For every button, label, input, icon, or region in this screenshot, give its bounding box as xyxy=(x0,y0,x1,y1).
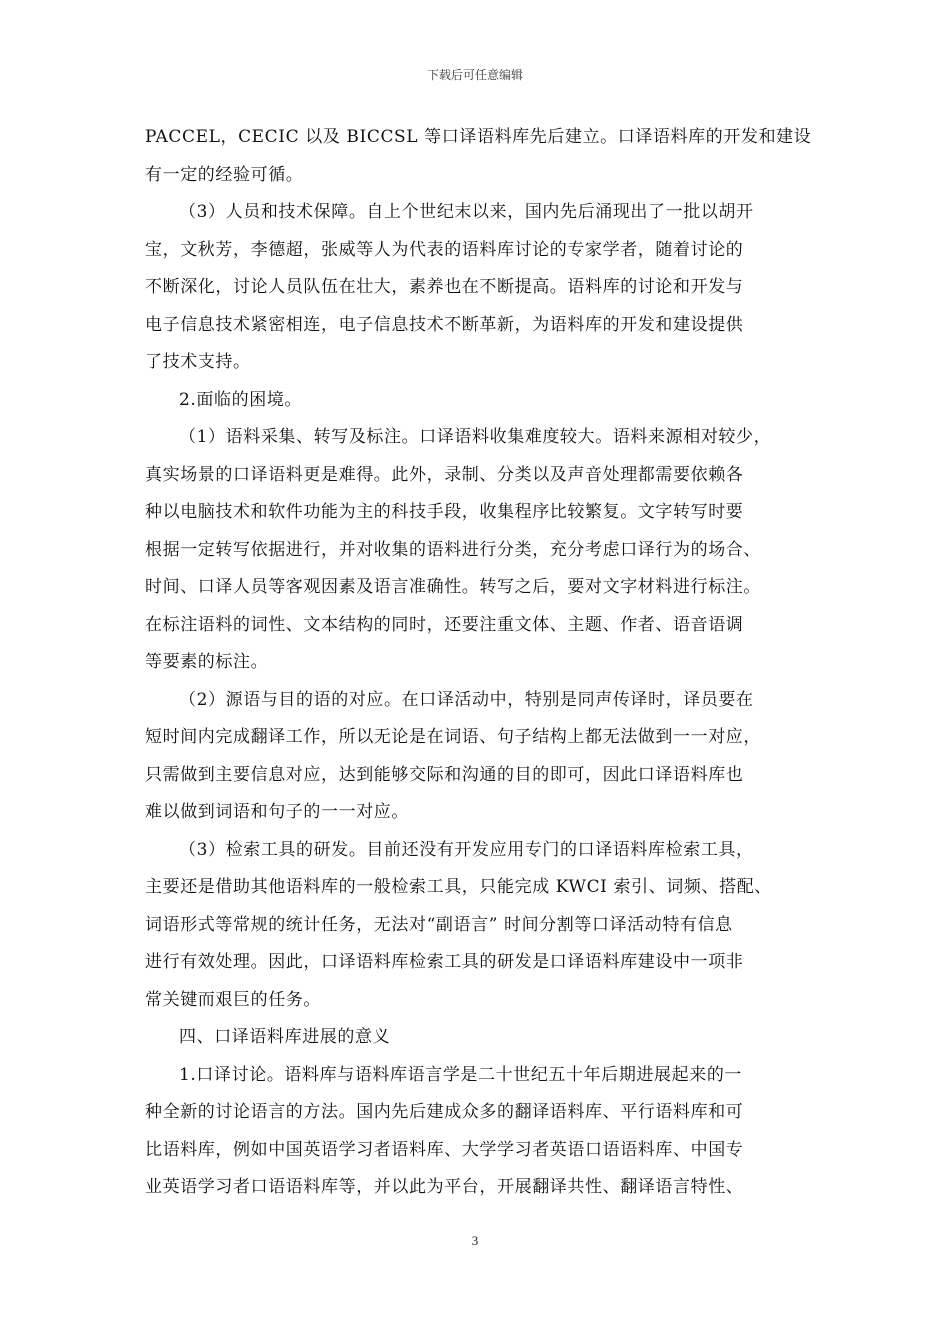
paragraph-line: 进行有效处理。因此，口译语料库检索工具的研发是口译语料库建设中一项非 xyxy=(145,952,744,972)
paragraph-line: 了技术支持。 xyxy=(145,352,251,372)
paragraph-line: （2）源语与目的语的对应。在口译活动中，特别是同声传译时，译员要在 xyxy=(179,689,754,710)
paragraph-line: 宝，文秋芳，李德超，张威等人为代表的语料库讨论的专家学者，随着讨论的 xyxy=(145,239,744,260)
paragraph xyxy=(145,1057,815,1207)
paragraph-line: 难以做到词语和句子的一一对应。 xyxy=(145,802,409,822)
page-header: 下载后可任意编辑 xyxy=(426,68,523,82)
paragraph-line: 词语形式等常规的统计任务，无法对“副语言” 时间分割等口译活动特有信息 xyxy=(145,914,733,935)
paragraph xyxy=(145,119,815,194)
paragraph-line: PACCEL，CECIC 以及 BICCSL 等口译语料库先后建立。口译语料库的开发和建设 xyxy=(145,127,812,147)
paragraph-line: 种以电脑技术和软件功能为主的科技手段，收集程序比较繁复。文字转写时要 xyxy=(145,502,744,522)
paragraph-line: 等要素的标注。 xyxy=(145,652,269,672)
paragraph-line: （3）检索工具的研发。目前还没有开发应用专门的口译语料库检索工具， xyxy=(179,839,754,860)
paragraph-line: 在标注语料的词性、文本结构的同时，还要注重文体、主题、作者、语音语调 xyxy=(145,614,744,635)
paragraph xyxy=(145,1019,815,1057)
paragraph xyxy=(145,419,815,682)
paragraph xyxy=(145,832,815,1020)
paragraph-line: （3）人员和技术保障。自上个世纪末以来，国内先后涌现出了一批以胡开 xyxy=(179,202,754,222)
paragraph-line: 只需做到主要信息对应，达到能够交际和沟通的目的即可，因此口译语料库也 xyxy=(145,764,744,785)
paragraph xyxy=(145,682,815,832)
paragraph-line: 短时间内完成翻译工作，所以无论是在词语、句子结构上都无法做到一一对应， xyxy=(145,727,761,747)
paragraph-line: 根据一定转写依据进行，并对收集的语料进行分类，充分考虑口译行为的场合、 xyxy=(145,539,761,560)
page-number: 3 xyxy=(471,1233,479,1248)
paragraph-line: 不断深化，讨论人员队伍在壮大，素养也在不断提高。语料库的讨论和开发与 xyxy=(145,277,744,297)
paragraph-line: 主要还是借助其他语料库的一般检索工具，只能完成 KWCI 索引、词频、搭配、 xyxy=(145,877,772,897)
paragraph-line: 有一定的经验可循。 xyxy=(145,164,304,185)
paragraph-line: 2.面临的困境。 xyxy=(179,389,303,410)
paragraph-line: 电子信息技术紧密相连，电子信息技术不断革新，为语料库的开发和建设提供 xyxy=(145,314,744,335)
paragraph xyxy=(145,382,815,420)
paragraph-line: 种全新的讨论语言的方法。国内先后建成众多的翻译语料库、平行语料库和可 xyxy=(145,1102,744,1122)
paragraph-line: 常关键而艰巨的任务。 xyxy=(145,989,321,1010)
paragraph-line: （1）语料采集、转写及标注。口译语料收集难度较大。语料来源相对较少， xyxy=(179,427,772,447)
paragraph-line: 真实场景的口译语料更是难得。此外，录制、分类以及声音处理都需要依赖各 xyxy=(145,464,744,485)
document-body xyxy=(145,119,815,1207)
paragraph-line: 四、口译语料库进展的意义 xyxy=(179,1027,391,1047)
paragraph xyxy=(145,194,815,382)
paragraph-line: 1.口译讨论。语料库与语料库语言学是二十世纪五十年后期进展起来的一 xyxy=(179,1064,743,1085)
paragraph-line: 比语料库，例如中国英语学习者语料库、大学学习者英语口语语料库、中国专 xyxy=(145,1139,744,1160)
paragraph-line: 时间、口译人员等客观因素及语言准确性。转写之后，要对文字材料进行标注。 xyxy=(145,577,761,597)
paragraph-line: 业英语学习者口语语料库等，并以此为平台，开展翻译共性、翻译语言特性、 xyxy=(145,1177,744,1197)
